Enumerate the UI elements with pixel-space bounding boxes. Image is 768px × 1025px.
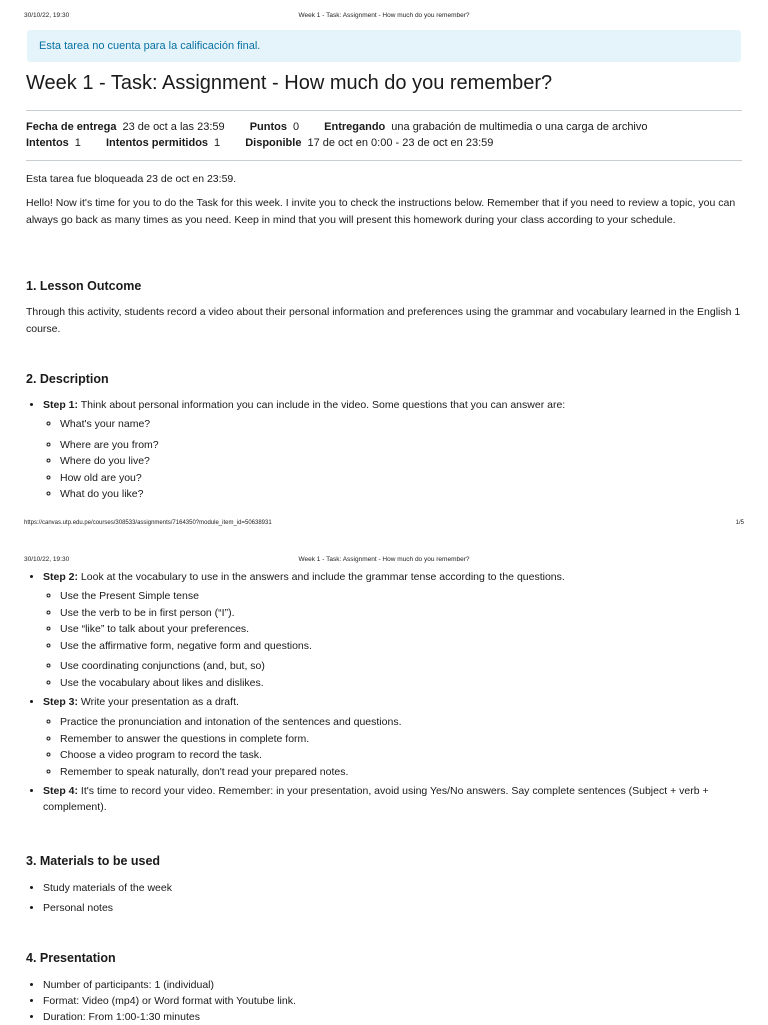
page-number: 1/5 — [735, 520, 744, 526]
print-date-2: 30/10/22, 19:30 — [24, 556, 70, 563]
assignment-details — [26, 110, 742, 161]
list-item: • Duration: From 1:00-1:30 minutes — [43, 1009, 759, 1025]
points-value: 0 — [292, 121, 300, 133]
intro-text: Hello! Now it's time for you to do the Task for this week. I invite you to check the instructions below. Remember that if you need to review a topic, you can always go back as many times as you need. Keep in mind that you will present this homework during your class according to your schedule. — [26, 197, 736, 226]
step-1-text: Think about personal information you can include in the video. Some questions that you can answer are: — [78, 399, 566, 411]
list-item: ◦ Remember to speak naturally, don't read your prepared notes. — [60, 764, 759, 781]
available-label: Disponible — [245, 137, 302, 149]
points-label: Puntos — [249, 121, 287, 133]
step-1 — [43, 397, 759, 503]
step-3-text: Write your presentation as a draft. — [78, 696, 239, 708]
details-row-2 — [26, 135, 742, 151]
page-title: Week 1 - Task: Assignment - How much do you remember? — [26, 72, 553, 94]
step-4 — [43, 783, 759, 815]
materials-heading: 3. Materials to be used — [26, 854, 161, 868]
list-item: ◦ What do you like? — [60, 486, 759, 503]
list-item: • Number of participants: 1 (individual) — [43, 977, 759, 993]
attempts-label: Intentos — [26, 137, 69, 149]
list-item: ◦ Use the verb to be in first person (“I”). — [60, 605, 759, 622]
list-item: ◦ Use the vocabulary about likes and dislikes. — [60, 675, 759, 692]
allowed-attempts-label: Intentos permitidos — [105, 137, 209, 149]
print-header-2 — [0, 556, 768, 570]
step-1-label: Step 1: — [43, 399, 79, 411]
description-heading: 2. Description — [26, 372, 109, 386]
step-2-text: Look at the vocabulary to use in the answers and include the grammar tense according to the questions. — [78, 571, 565, 583]
outcome-text: Through this activity, students record a video about their personal information and preferences using the grammar and vocabulary learned in the English 1 course. — [26, 306, 741, 335]
step-3-items — [43, 714, 759, 780]
grading-notice: Esta tarea no cuenta para la calificación final. — [27, 30, 741, 62]
list-item: ◦ Choose a video program to record the task. — [60, 747, 759, 764]
list-item: ◦ How old are you? — [60, 470, 759, 487]
outcome-heading: 1. Lesson Outcome — [26, 279, 142, 293]
step-3 — [43, 694, 759, 780]
step-1-questions — [43, 416, 759, 503]
list-item: • Study materials of the week — [43, 880, 759, 896]
step-2 — [43, 569, 759, 691]
list-item: ◦ Where are you from? — [60, 437, 759, 454]
list-item: ◦ Use the Present Simple tense — [60, 588, 759, 605]
due-value: 23 de oct a las 23:59 — [122, 121, 225, 133]
list-item: ◦ Practice the pronunciation and intonation of the sentences and questions. — [60, 714, 759, 731]
print-date: 30/10/22, 19:30 — [24, 12, 70, 19]
step-4-label: Step 4: — [43, 785, 79, 797]
list-item: ◦ Use “like” to talk about your preferences. — [60, 621, 759, 638]
list-item: ◦ Use the affirmative form, negative form and questions. — [60, 638, 759, 655]
print-title: Week 1 - Task: Assignment - How much do you remember? — [298, 12, 470, 19]
list-item: ◦ Remember to answer the questions in complete form. — [60, 731, 759, 748]
step-2-items — [43, 588, 759, 691]
due-label: Fecha de entrega — [26, 121, 117, 133]
submitting-label: Entregando — [324, 121, 386, 133]
presentation-heading: 4. Presentation — [26, 951, 116, 965]
submitting-value: una grabación de multimedia o una carga de archivo — [391, 121, 648, 133]
allowed-attempts-value: 1 — [214, 137, 221, 149]
print-header — [0, 12, 768, 26]
list-item: ◦ Where do you live? — [60, 453, 759, 470]
attempts-value: 1 — [74, 137, 81, 149]
page-url: https://canvas.utp.edu.pe/courses/308533/assignments/7164350?module_item_id=50638931 — [24, 520, 272, 526]
details-row-1 — [26, 119, 742, 135]
materials-list — [26, 880, 759, 916]
available-value: 17 de oct en 0:00 - 23 de oct en 23:59 — [307, 137, 494, 149]
locked-message: Esta tarea fue bloqueada 23 de oct en 23:59. — [26, 173, 237, 185]
list-item: • Format: Video (mp4) or Word format with Youtube link. — [43, 993, 759, 1009]
print-title-2: Week 1 - Task: Assignment - How much do you remember? — [298, 556, 470, 563]
assignment-page — [26, 30, 742, 161]
presentation-list — [26, 977, 759, 1025]
list-item: • Personal notes — [43, 900, 759, 916]
list-item: ◦ Use coordinating conjunctions (and, but, so) — [60, 658, 759, 675]
step-2-label: Step 2: — [43, 571, 79, 583]
steps-list-2 — [26, 569, 759, 815]
step-3-label: Step 3: — [43, 696, 79, 708]
steps-list-1 — [26, 397, 759, 503]
list-item: ◦ What's your name? — [60, 416, 759, 433]
step-4-text: It's time to record your video. Remember: in your presentation, avoid using Yes/No answers. Say complete sentences (Subject + verb + complement). — [43, 785, 709, 813]
